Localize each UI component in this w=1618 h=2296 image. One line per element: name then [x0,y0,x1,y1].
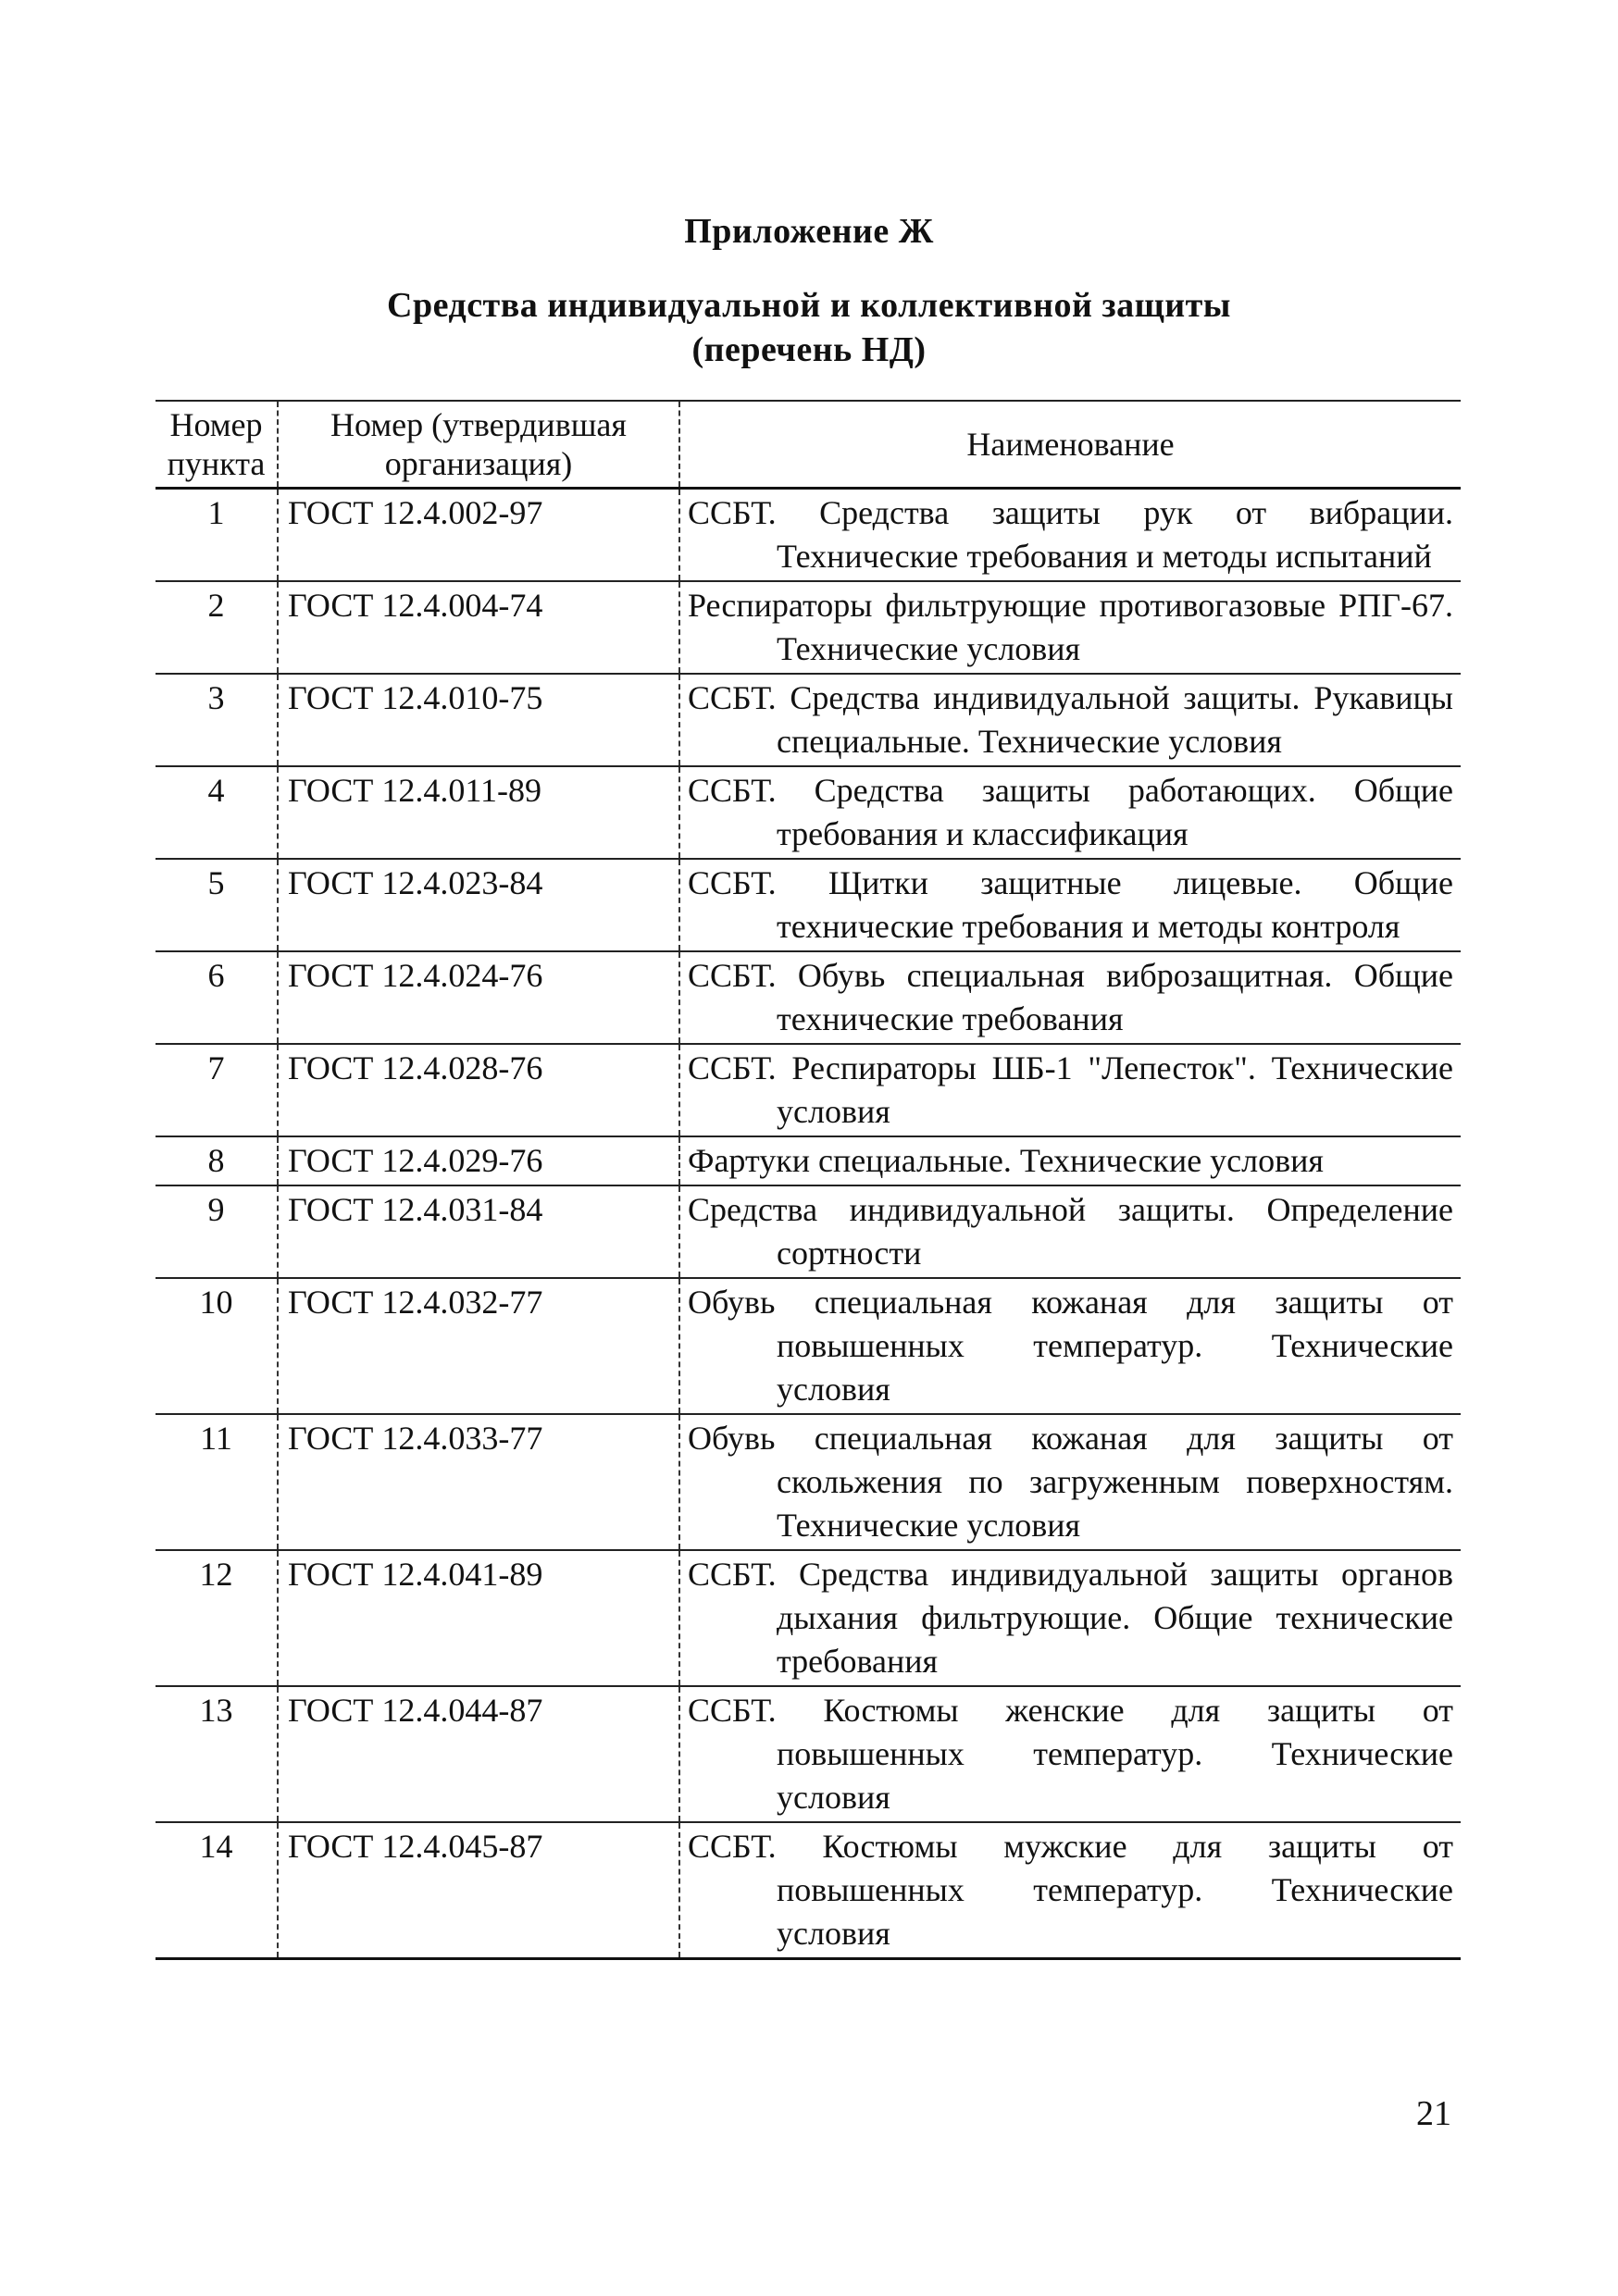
standard-number: ГОСТ 12.4.029-76 [278,1136,679,1185]
item-number: 7 [156,1044,278,1136]
section-title: Средства индивидуальной и коллективной защиты [387,286,1231,325]
table-row [156,674,1461,766]
standard-number: ГОСТ 12.4.033-77 [278,1414,679,1550]
item-number: 10 [156,1278,278,1414]
item-number: 6 [156,951,278,1044]
standard-number: ГОСТ 12.4.010-75 [278,674,679,766]
standard-name: Обувь специальная кожаная для защиты от повышенных температур. Технические условия [679,1278,1461,1414]
standard-name: ССБТ. Респираторы ШБ-1 "Лепесток". Технические условия [679,1044,1461,1136]
table-row [156,1044,1461,1136]
header-item-number: Номер пункта [156,401,278,489]
table-row [156,489,1461,582]
standards-table [156,400,1461,1960]
table-row [156,1414,1461,1550]
item-number: 8 [156,1136,278,1185]
table-row [156,1278,1461,1414]
standard-name: Респираторы фильтрующие противогазовые РПГ-67. Технические условия [679,581,1461,674]
standard-name: ССБТ. Костюмы мужские для защиты от повышенных температур. Технические условия [679,1822,1461,1959]
table-row [156,581,1461,674]
standard-number: ГОСТ 12.4.032-77 [278,1278,679,1414]
table-row [156,1550,1461,1686]
table-row [156,1686,1461,1822]
standard-name: ССБТ. Средства защиты работающих. Общие требования и классификация [679,766,1461,859]
standard-name: Фартуки специальные. Технические условия [679,1136,1461,1185]
header-document-number: Номер (утвердившая организация) [278,401,679,489]
item-number: 4 [156,766,278,859]
appendix-title: Приложение Ж [684,212,934,251]
standard-number: ГОСТ 12.4.002-97 [278,489,679,582]
standard-number: ГОСТ 12.4.044-87 [278,1686,679,1822]
page-number: 21 [1416,2094,1451,2133]
standard-number: ГОСТ 12.4.045-87 [278,1822,679,1959]
standard-number: ГОСТ 12.4.031-84 [278,1185,679,1278]
table-row [156,951,1461,1044]
standard-name: ССБТ. Обувь специальная виброзащитная. Общие технические требования [679,951,1461,1044]
item-number: 14 [156,1822,278,1959]
table-row [156,766,1461,859]
table-header-row [156,401,1461,489]
item-number: 11 [156,1414,278,1550]
item-number: 2 [156,581,278,674]
item-number: 13 [156,1686,278,1822]
standard-name: ССБТ. Костюмы женские для защиты от повышенных температур. Технические условия [679,1686,1461,1822]
item-number: 3 [156,674,278,766]
standard-number: ГОСТ 12.4.023-84 [278,859,679,951]
standard-number: ГОСТ 12.4.028-76 [278,1044,679,1136]
table-row [156,1185,1461,1278]
standard-name: ССБТ. Средства индивидуальной защиты. Рукавицы специальные. Технические условия [679,674,1461,766]
item-number: 9 [156,1185,278,1278]
item-number: 12 [156,1550,278,1686]
item-number: 5 [156,859,278,951]
standard-name: Обувь специальная кожаная для защиты от скольжения по загруженным поверхностям. Технические условия [679,1414,1461,1550]
standard-number: ГОСТ 12.4.024-76 [278,951,679,1044]
item-number: 1 [156,489,278,582]
table-row [156,1136,1461,1185]
standard-number: ГОСТ 12.4.011-89 [278,766,679,859]
table-row [156,1822,1461,1959]
table-row [156,859,1461,951]
section-subtitle: (перечень НД) [691,330,927,369]
standard-number: ГОСТ 12.4.004-74 [278,581,679,674]
standard-number: ГОСТ 12.4.041-89 [278,1550,679,1686]
standard-name: Средства индивидуальной защиты. Определение сортности [679,1185,1461,1278]
standard-name: ССБТ. Средства защиты рук от вибрации. Технические требования и методы испытаний [679,489,1461,582]
standard-name: ССБТ. Щитки защитные лицевые. Общие технические требования и методы контроля [679,859,1461,951]
standard-name: ССБТ. Средства индивидуальной защиты органов дыхания фильтрующие. Общие технические требования [679,1550,1461,1686]
header-name: Наименование [679,401,1461,489]
